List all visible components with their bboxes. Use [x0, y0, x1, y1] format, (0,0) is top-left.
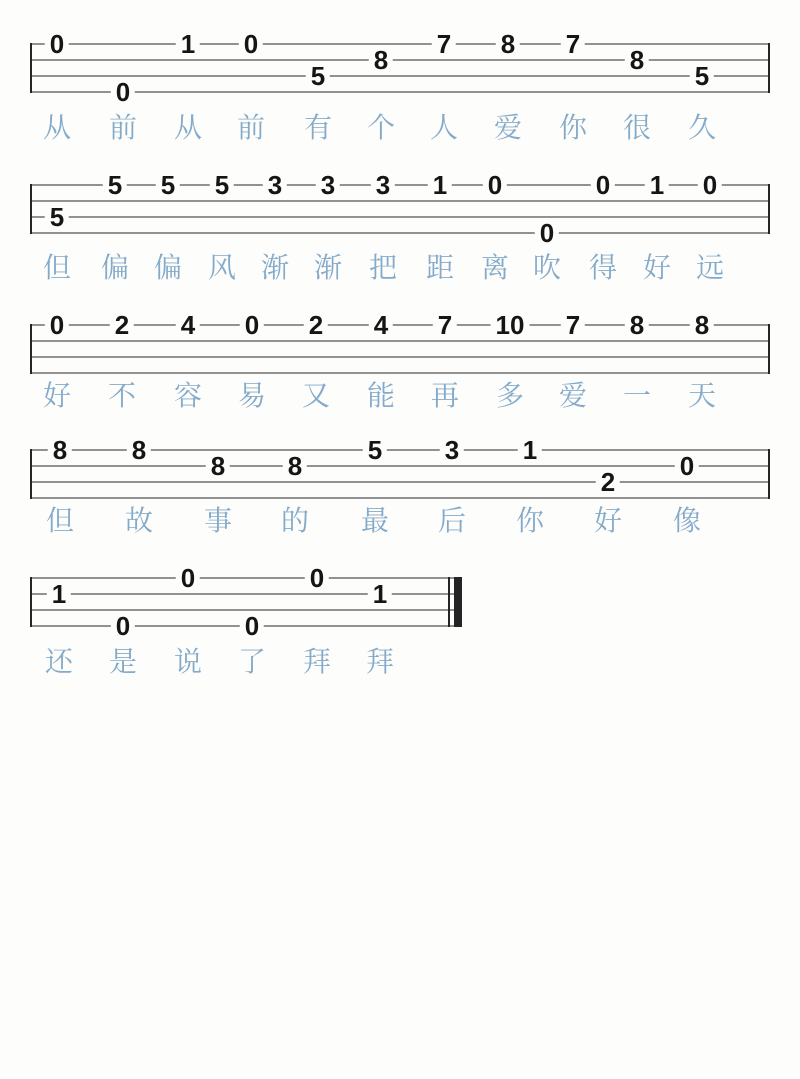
lyric-char: 后 [437, 505, 467, 536]
fret-number: 0 [483, 172, 507, 198]
lyric-char: 好 [593, 505, 623, 536]
fret-number: 3 [263, 172, 287, 198]
staff-line [30, 340, 770, 342]
fret-number: 0 [305, 565, 329, 591]
fret-number: 0 [698, 172, 722, 198]
fret-number: 3 [316, 172, 340, 198]
fret-number: 1 [518, 437, 542, 463]
fret-number: 0 [45, 312, 69, 338]
fret-number: 5 [156, 172, 180, 198]
fret-number: 1 [368, 581, 392, 607]
lyric-char: 个 [366, 112, 396, 143]
fret-number: 7 [561, 312, 585, 338]
staff-line [30, 200, 770, 202]
fret-number: 5 [210, 172, 234, 198]
staff-line [30, 372, 770, 374]
final-barline-thick [454, 577, 462, 627]
lyric-char: 爱 [558, 380, 588, 411]
lyric-char: 前 [108, 112, 138, 143]
start-barline [30, 577, 32, 627]
lyric-char: 一 [622, 380, 652, 411]
fret-number: 1 [176, 31, 200, 57]
fret-number: 2 [110, 312, 134, 338]
lyric-char: 但 [45, 505, 75, 536]
end-barline [768, 449, 770, 499]
fret-number: 5 [363, 437, 387, 463]
lyric-char: 得 [588, 252, 618, 283]
staff-line [30, 497, 770, 499]
lyric-char: 拜 [365, 646, 395, 677]
fret-number: 8 [625, 47, 649, 73]
lyric-char: 天 [687, 380, 717, 411]
fret-number: 0 [239, 31, 263, 57]
tab-staff-system-4 [30, 435, 770, 499]
fret-number: 8 [283, 453, 307, 479]
lyric-char: 不 [107, 380, 137, 411]
fret-number: 0 [176, 565, 200, 591]
fret-number: 0 [240, 312, 264, 338]
lyric-char: 易 [237, 380, 267, 411]
start-barline [30, 449, 32, 499]
lyric-char: 的 [280, 505, 310, 536]
fret-number: 4 [176, 312, 200, 338]
fret-number: 10 [491, 312, 530, 338]
lyric-char: 还 [44, 646, 74, 677]
lyric-char: 是 [108, 646, 138, 677]
lyric-char: 从 [173, 112, 203, 143]
lyric-char: 吹 [532, 252, 562, 283]
tab-staff-system-5 [30, 563, 462, 641]
lyric-char: 好 [42, 380, 72, 411]
staff-line [30, 59, 770, 61]
start-barline [30, 324, 32, 374]
lyric-char: 你 [515, 505, 545, 536]
lyric-char: 很 [622, 112, 652, 143]
staff-line [30, 43, 770, 45]
lyric-char: 多 [495, 380, 525, 411]
fret-number: 1 [47, 581, 71, 607]
lyric-char: 故 [124, 505, 154, 536]
lyric-char: 前 [236, 112, 266, 143]
lyric-char: 偏 [100, 252, 130, 283]
fret-number: 2 [304, 312, 328, 338]
fret-number: 3 [440, 437, 464, 463]
tab-staff-system-1 [30, 29, 770, 107]
start-barline [30, 184, 32, 234]
fret-number: 7 [561, 31, 585, 57]
lyric-char: 远 [695, 252, 725, 283]
fret-number: 0 [45, 31, 69, 57]
final-barline-thin [448, 577, 450, 627]
lyric-char: 事 [203, 505, 233, 536]
fret-number: 8 [625, 312, 649, 338]
staff-line [30, 216, 770, 218]
fret-number: 4 [369, 312, 393, 338]
staff-line [30, 577, 462, 579]
fret-number: 7 [433, 312, 457, 338]
lyric-char: 距 [425, 252, 455, 283]
lyric-char: 容 [173, 380, 203, 411]
lyric-char: 拜 [302, 646, 332, 677]
fret-number: 1 [645, 172, 669, 198]
lyric-char: 好 [642, 252, 672, 283]
lyric-char: 爱 [493, 112, 523, 143]
lyric-char: 能 [366, 380, 396, 411]
staff-line [30, 91, 770, 93]
lyric-char: 风 [207, 252, 237, 283]
fret-number: 8 [690, 312, 714, 338]
lyric-char: 再 [430, 380, 460, 411]
fret-number: 5 [306, 63, 330, 89]
lyric-char: 渐 [313, 252, 343, 283]
lyric-char: 说 [173, 646, 203, 677]
tab-staff-system-3 [30, 310, 770, 374]
lyric-char: 你 [558, 112, 588, 143]
lyric-char: 了 [237, 646, 267, 677]
fret-number: 1 [428, 172, 452, 198]
staff-line [30, 465, 770, 467]
staff-line [30, 481, 770, 483]
end-barline [768, 324, 770, 374]
lyric-char: 但 [42, 252, 72, 283]
lyric-char: 把 [368, 252, 398, 283]
fret-number: 0 [240, 613, 264, 639]
fret-number: 0 [111, 79, 135, 105]
end-barline [768, 184, 770, 234]
fret-number: 0 [111, 613, 135, 639]
lyric-char: 有 [303, 112, 333, 143]
lyric-char: 渐 [260, 252, 290, 283]
lyric-char: 又 [301, 380, 331, 411]
staff-line [30, 232, 770, 234]
lyric-char: 离 [480, 252, 510, 283]
lyric-char: 偏 [153, 252, 183, 283]
fret-number: 8 [127, 437, 151, 463]
fret-number: 8 [206, 453, 230, 479]
lyric-char: 从 [42, 112, 72, 143]
fret-number: 2 [596, 469, 620, 495]
fret-number: 5 [103, 172, 127, 198]
staff-line [30, 593, 462, 595]
lyric-char: 像 [672, 505, 702, 536]
fret-number: 8 [369, 47, 393, 73]
fret-number: 8 [48, 437, 72, 463]
lyric-char: 最 [360, 505, 390, 536]
end-barline [768, 43, 770, 93]
fret-number: 0 [535, 220, 559, 246]
lyric-char: 久 [687, 112, 717, 143]
fret-number: 5 [690, 63, 714, 89]
lyric-char: 人 [429, 112, 459, 143]
fret-number: 5 [45, 204, 69, 230]
tab-staff-system-2 [30, 170, 770, 248]
staff-line [30, 356, 770, 358]
staff-line [30, 324, 770, 326]
start-barline [30, 43, 32, 93]
fret-number: 0 [675, 453, 699, 479]
fret-number: 7 [432, 31, 456, 57]
fret-number: 3 [371, 172, 395, 198]
staff-line [30, 75, 770, 77]
fret-number: 0 [591, 172, 615, 198]
fret-number: 8 [496, 31, 520, 57]
